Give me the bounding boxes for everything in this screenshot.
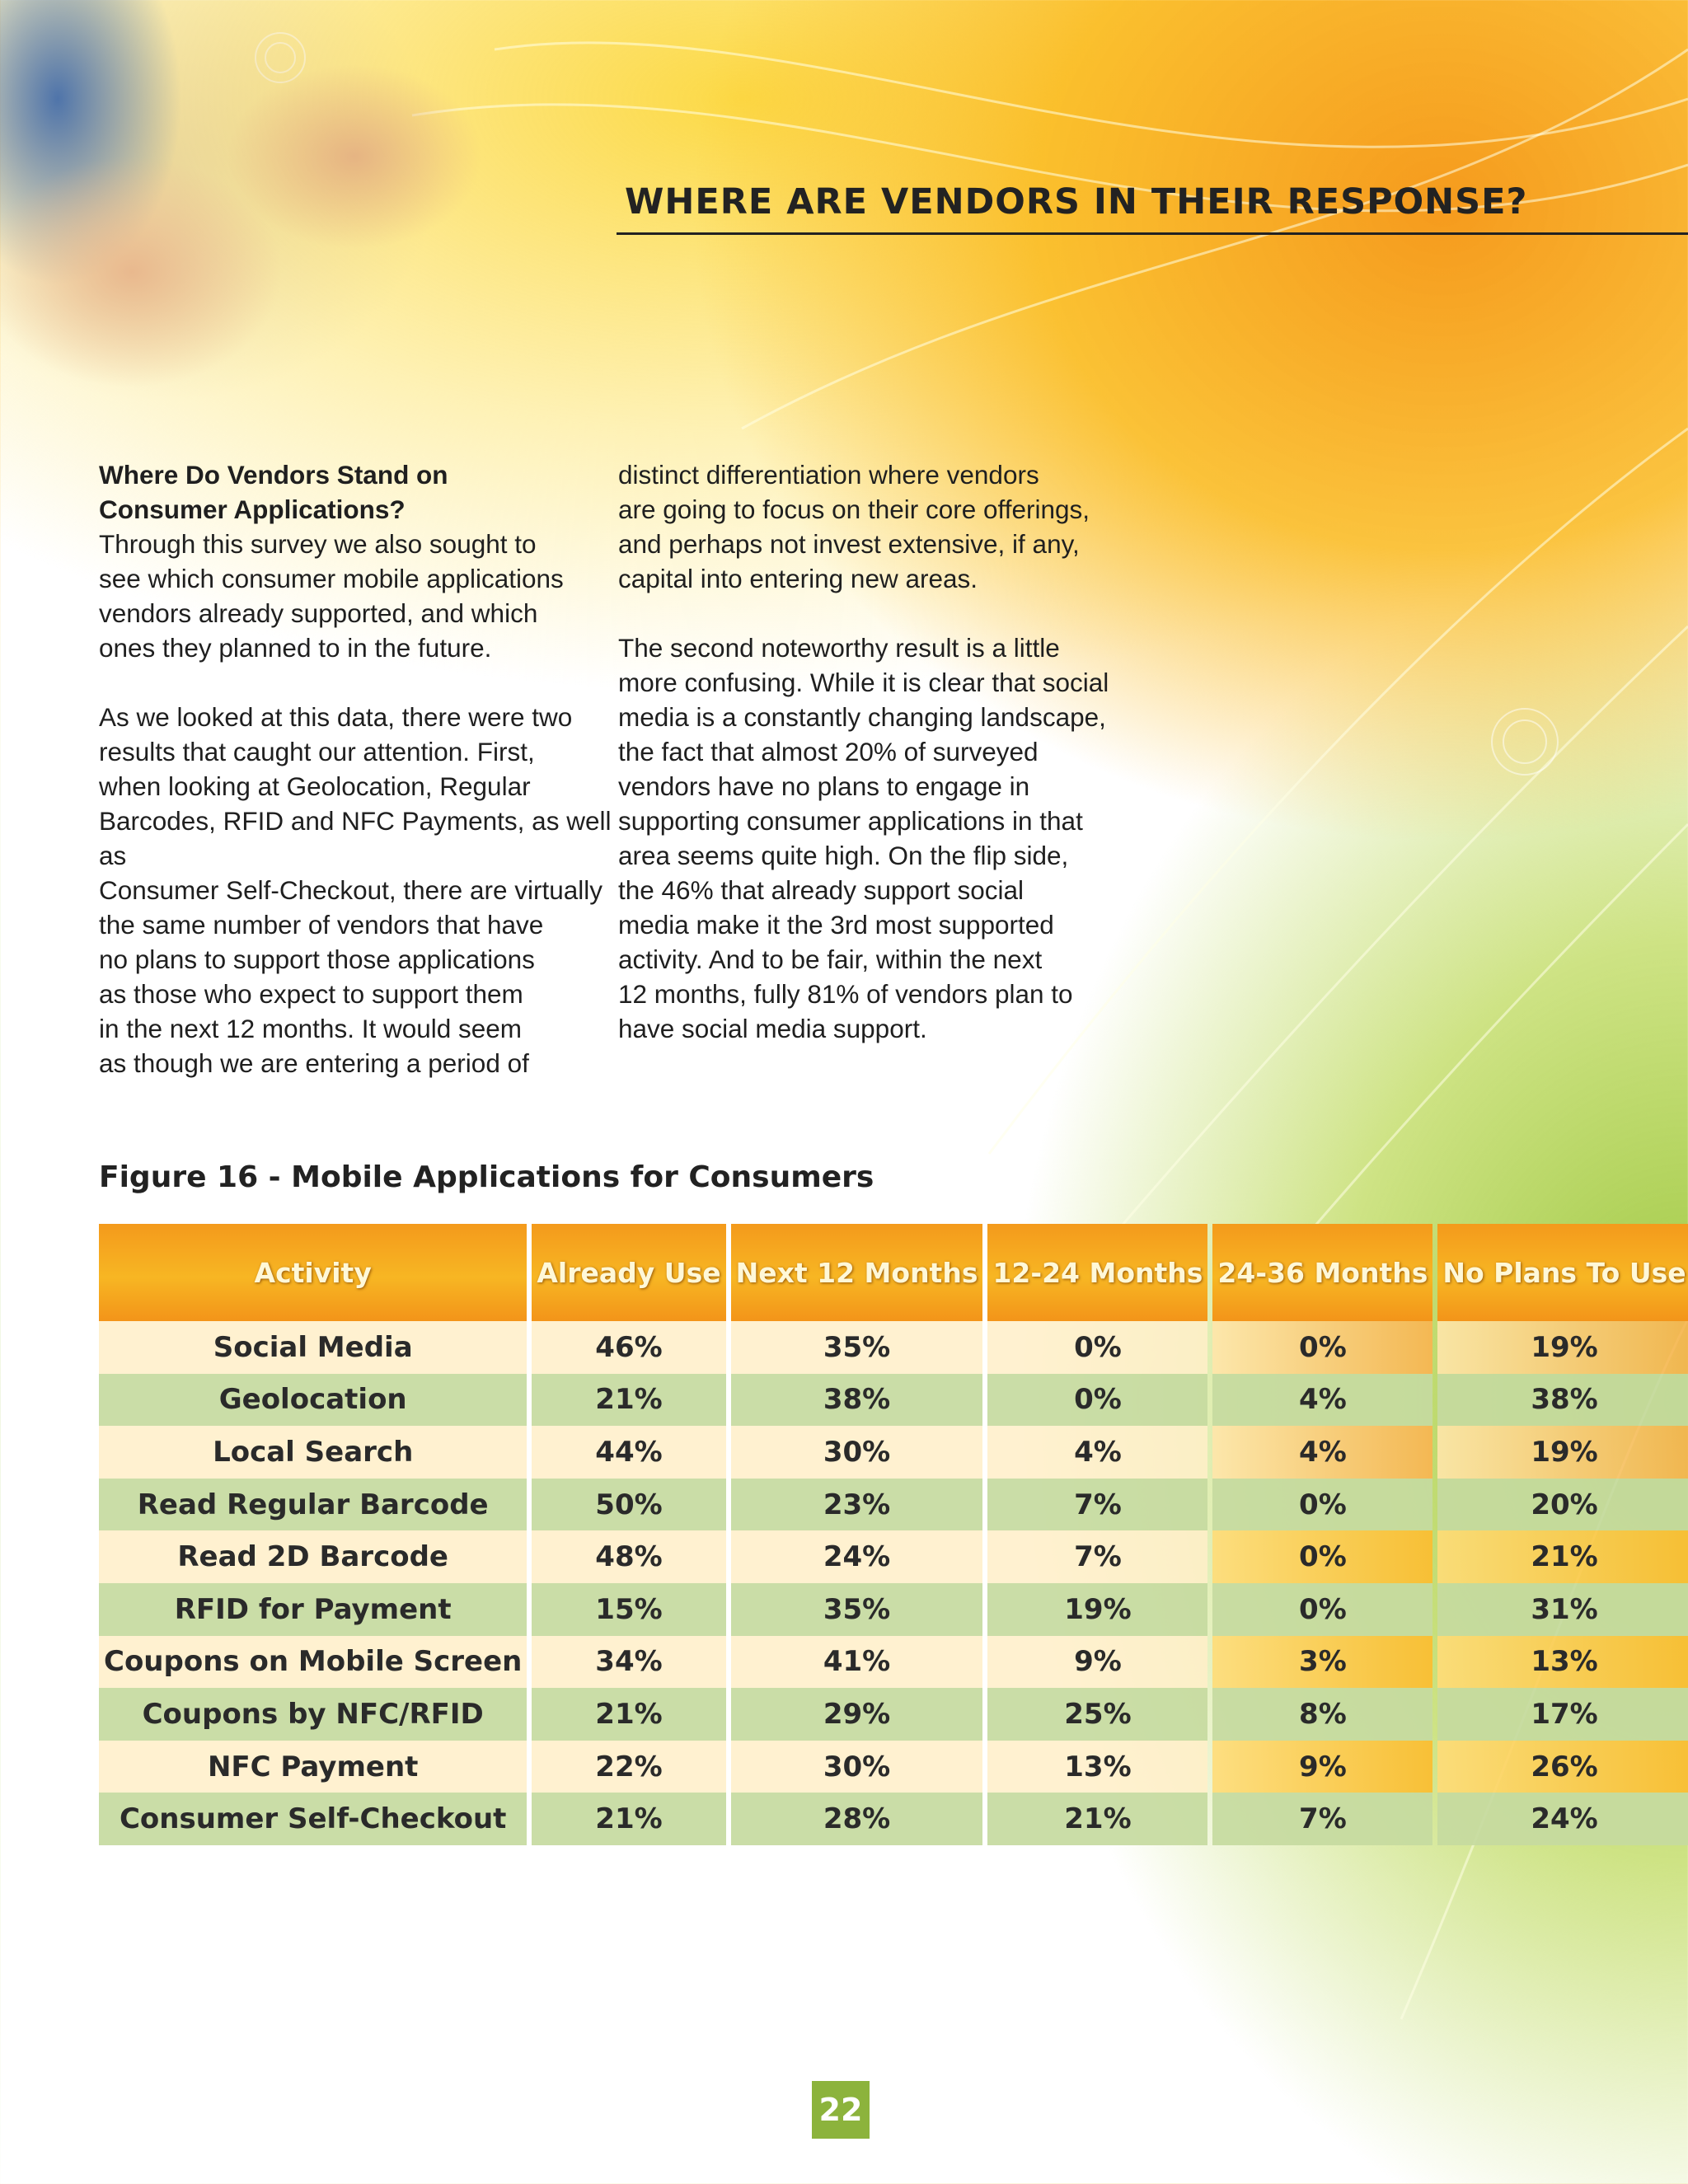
cell-activity: Coupons on Mobile Screen (99, 1636, 527, 1689)
text-line: activity. And to be fair, within the next (618, 944, 1043, 974)
cell-value: 19% (1437, 1321, 1688, 1374)
text-line: results that caught our attention. First, (99, 737, 535, 766)
cell-value: 41% (731, 1636, 983, 1689)
text-line: the 46% that already support social (618, 875, 1025, 905)
text-line: see which consumer mobile applications (99, 564, 564, 593)
cell-value: 21% (532, 1688, 725, 1741)
header-next-12-months: Next 12 Months (731, 1224, 983, 1321)
text-line: The second noteworthy result is a little (618, 633, 1060, 663)
cell-value: 21% (987, 1793, 1207, 1845)
table-row (99, 1583, 1688, 1636)
cell-value: 29% (731, 1688, 983, 1741)
cell-activity: RFID for Payment (99, 1583, 527, 1636)
cell-value: 0% (1212, 1530, 1432, 1583)
page-heading: WHERE ARE VENDORS IN THEIR RESPONSE? (625, 181, 1528, 223)
cell-value: 0% (1212, 1479, 1432, 1531)
cell-value: 28% (731, 1793, 983, 1845)
cell-value: 13% (1437, 1636, 1688, 1689)
cell-value: 0% (1212, 1321, 1432, 1374)
table-row (99, 1374, 1688, 1427)
header-already-use: Already Use (532, 1224, 725, 1321)
heading-rule (617, 232, 1688, 235)
text-line: Barcodes, RFID and NFC Payments, as well as (99, 806, 612, 870)
table-row (99, 1793, 1688, 1845)
cell-value: 34% (532, 1636, 725, 1689)
right-text-column (618, 457, 1154, 1046)
table-row (99, 1426, 1688, 1479)
cell-value: 26% (1437, 1741, 1688, 1793)
cell-value: 30% (731, 1426, 983, 1479)
cell-activity: NFC Payment (99, 1741, 527, 1793)
cell-activity: Consumer Self-Checkout (99, 1793, 527, 1845)
cell-value: 20% (1437, 1479, 1688, 1531)
cell-value: 4% (1212, 1374, 1432, 1427)
paragraph-gap (618, 596, 1154, 630)
cell-value: 23% (731, 1479, 983, 1531)
text-line: the same number of vendors that have (99, 910, 544, 940)
text-line: ones they planned to in the future. (99, 633, 492, 663)
cell-activity: Local Search (99, 1426, 527, 1479)
text-line: and perhaps not invest extensive, if any, (618, 529, 1080, 559)
paragraph-gap (99, 665, 635, 700)
cell-value: 38% (731, 1374, 983, 1427)
text-line: As we looked at this data, there were two (99, 702, 573, 732)
text-line: as those who expect to support them (99, 979, 523, 1009)
table-row (99, 1321, 1688, 1374)
header-24-36-months: 24-36 Months (1212, 1224, 1432, 1321)
text-line: have social media support. (618, 1014, 927, 1043)
table-row (99, 1688, 1688, 1741)
cell-value: 19% (1437, 1426, 1688, 1479)
cell-value: 7% (987, 1479, 1207, 1531)
section-subheading-line1: Where Do Vendors Stand on (99, 460, 448, 490)
text-line: as though we are entering a period of (99, 1048, 529, 1078)
cell-value: 9% (987, 1636, 1207, 1689)
cell-value: 31% (1437, 1583, 1688, 1636)
table-row (99, 1741, 1688, 1793)
cell-activity: Read 2D Barcode (99, 1530, 527, 1583)
text-line: in the next 12 months. It would seem (99, 1014, 523, 1043)
table-row (99, 1479, 1688, 1531)
cell-value: 21% (532, 1793, 725, 1845)
mobile-applications-table (94, 1224, 1688, 1845)
text-line: when looking at Geolocation, Regular (99, 771, 531, 801)
cell-value: 35% (731, 1583, 983, 1636)
cell-value: 24% (1437, 1793, 1688, 1845)
cell-value: 0% (1212, 1583, 1432, 1636)
cell-value: 0% (987, 1321, 1207, 1374)
left-text-column (99, 457, 635, 1080)
cell-activity: Read Regular Barcode (99, 1479, 527, 1531)
text-line: media make it the 3rd most supported (618, 910, 1054, 940)
cell-value: 0% (987, 1374, 1207, 1427)
cell-value: 9% (1212, 1741, 1432, 1793)
header-12-24-months: 12-24 Months (987, 1224, 1207, 1321)
page-heading-block (617, 181, 1688, 235)
cell-value: 7% (1212, 1793, 1432, 1845)
table-header-row (99, 1224, 1688, 1321)
cell-activity: Coupons by NFC/RFID (99, 1688, 527, 1741)
cell-value: 13% (987, 1741, 1207, 1793)
cell-value: 15% (532, 1583, 725, 1636)
text-line: supporting consumer applications in that (618, 806, 1083, 836)
cell-value: 4% (1212, 1426, 1432, 1479)
text-line: no plans to support those applications (99, 944, 535, 974)
text-line: media is a constantly changing landscape, (618, 702, 1106, 732)
cell-value: 8% (1212, 1688, 1432, 1741)
cell-value: 44% (532, 1426, 725, 1479)
cell-value: 35% (731, 1321, 983, 1374)
cell-value: 24% (731, 1530, 983, 1583)
text-line: vendors already supported, and which (99, 598, 538, 628)
hands-with-phones-photo (0, 0, 528, 429)
cell-value: 19% (987, 1583, 1207, 1636)
section-subheading-line2: Consumer Applications? (99, 494, 406, 524)
table-row (99, 1530, 1688, 1583)
cell-activity: Social Media (99, 1321, 527, 1374)
cell-value: 4% (987, 1426, 1207, 1479)
cell-value: 22% (532, 1741, 725, 1793)
cell-value: 25% (987, 1688, 1207, 1741)
cell-activity: Geolocation (99, 1374, 527, 1427)
cell-value: 3% (1212, 1636, 1432, 1689)
cell-value: 30% (731, 1741, 983, 1793)
text-line: area seems quite high. On the flip side, (618, 841, 1069, 870)
text-line: capital into entering new areas. (618, 564, 978, 593)
cell-value: 48% (532, 1530, 725, 1583)
figure-title: Figure 16 - Mobile Applications for Consumers (99, 1160, 874, 1194)
text-line: more confusing. While it is clear that social (618, 668, 1109, 697)
text-line: 12 months, fully 81% of vendors plan to (618, 979, 1073, 1009)
cell-value: 50% (532, 1479, 725, 1531)
cell-value: 46% (532, 1321, 725, 1374)
text-line: the fact that almost 20% of surveyed (618, 737, 1039, 766)
text-line: are going to focus on their core offerings, (618, 494, 1090, 524)
cell-value: 21% (532, 1374, 725, 1427)
cell-value: 17% (1437, 1688, 1688, 1741)
text-line: Through this survey we also sought to (99, 529, 537, 559)
cell-value: 7% (987, 1530, 1207, 1583)
table-row (99, 1636, 1688, 1689)
text-line: vendors have no plans to engage in (618, 771, 1030, 801)
header-no-plans: No Plans To Use (1437, 1224, 1688, 1321)
header-activity: Activity (99, 1224, 527, 1321)
text-line: Consumer Self-Checkout, there are virtually (99, 875, 603, 905)
text-line: distinct differentiation where vendors (618, 460, 1039, 490)
page-number: 22 (812, 2081, 870, 2139)
cell-value: 21% (1437, 1530, 1688, 1583)
cell-value: 38% (1437, 1374, 1688, 1427)
